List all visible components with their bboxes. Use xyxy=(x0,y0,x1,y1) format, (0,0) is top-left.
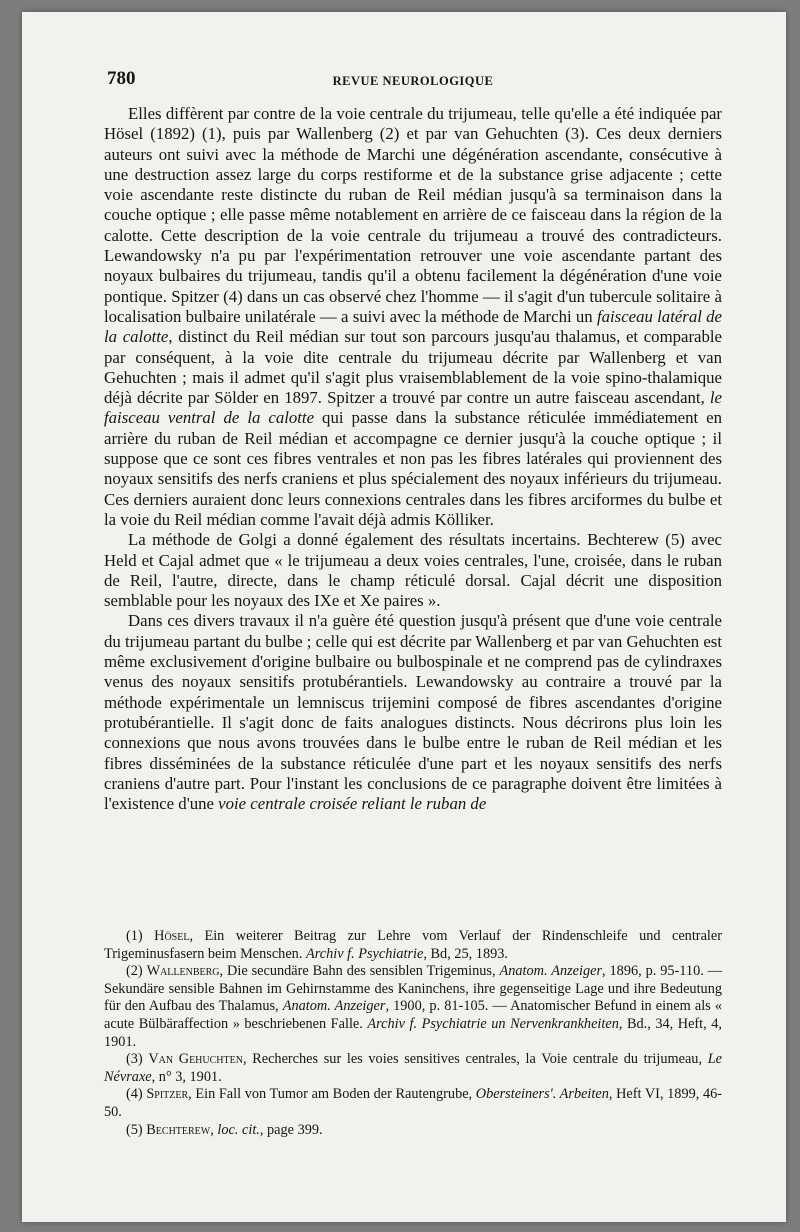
italic-text: Obersteiners'. Arbeiten xyxy=(475,1086,609,1103)
footnote xyxy=(104,928,722,963)
journal-page xyxy=(22,12,786,1222)
author-name: Van Gehuchten xyxy=(148,1051,243,1068)
italic-text: le faisceau ventral de la calotte xyxy=(104,388,722,428)
footnote xyxy=(104,963,722,1051)
text-run: qui passe dans la substance réticulée immédiatement en arrière du ruban de Reil médian et accompagne ce dernier jusqu'à la couche optique ; il suppose que ce sont ces fibres ventrales et non pas les fibres latérales qui proviennent des noyaux sensitifs des nerfs craniens et plus spécialement des noyaux inférieurs du trijumeau. Ces derniers auraient donc leurs connexions centrales dans les fibres arciformes du bulbe et la voie du Reil médian comme l'avait déjà admis Kölliker. xyxy=(104,408,722,529)
text-run: (4) xyxy=(126,1086,147,1103)
text-run: , 1900, p. 81-105. — Anatomischer Befund in einem als « acute Bülbäraffection » beschriebenen Falle. xyxy=(104,998,722,1032)
paragraph xyxy=(104,611,722,814)
main-text xyxy=(104,104,722,814)
text-run: (5) xyxy=(126,1121,147,1138)
author-name: Spitzer xyxy=(146,1086,189,1103)
text-run: , Heft VI, 1899, 46-50. xyxy=(104,1086,723,1120)
text-run: , Bd., 34, Heft, 4, 1901. xyxy=(104,1015,722,1050)
author-name: Hösel xyxy=(154,928,190,944)
text-run: (3) xyxy=(126,1051,149,1068)
text-run: , n° 3, 1901. xyxy=(151,1068,222,1085)
text-run: , xyxy=(210,1121,218,1138)
italic-text: Archiv f. Psychiatrie un Nervenkrankheiten xyxy=(367,1015,619,1032)
text-run: , Recherches sur les voies sensitives centrales, la Voie centrale du trijumeau, xyxy=(242,1051,708,1068)
text-run: Elles diffèrent par contre de la voie centrale du trijumeau, telle qu'elle a été indiquée par Hösel (1892) (1), puis par Wallenberg (2) et par van Gehuchten (3). Ces deux derniers auteurs ont suivi avec la méthode de Marchi une dégénération ascendante, consécutive à une destruction assez large du corps restiforme et de la substance grise adjacente ; cette voie ascendante reste distincte du ruban de Reil médian jusqu'à sa terminaison dans la couche optique ; elle passe même notablement en arrière de ce faisceau dans la région de la calotte. Cette description de la voie centrale du trijumeau a trouvé des contradicteurs. Lewandowsky n'a pu par l'expérimentation retrouver une voie ascendante partant des noyaux bulbaires du trijumeau, tandis qu'il a obtenu facilement la dégénération d'une voie pontique. Spitzer (4) dans un cas observé chez l'homme — il s'agit d'un tubercule solitaire à localisation bulbaire unilatérale — a suivi avec la méthode de Marchi un xyxy=(104,104,722,326)
text-run: , Die secundäre Bahn des sensiblen Trigeminus, xyxy=(219,963,500,980)
text-run: (1) xyxy=(126,928,155,944)
italic-text: Archiv f. Psychiatrie xyxy=(305,945,424,962)
italic-text: Le Névraxe xyxy=(104,1051,722,1085)
text-run: , Ein Fall von Tumor am Boden der Rautengrube, xyxy=(188,1086,476,1103)
text-run: , distinct du Reil médian sur tout son parcours jusqu'au thalamus, et comparable par conséquent, à la voie dite centrale du trijumeau décrite par Wallenberg et van Gehuchten ; mais il admet qu'il s'agit plus vraisemblablement de la voie spino-thalamique déjà décrite par Sölder en 1897. Spitzer a trouvé par contre un autre faisceau ascendant, xyxy=(104,327,722,408)
text-run: La méthode de Golgi a donné également des résultats incertains. Bechterew (5) avec Held et Cajal admet que « le trijumeau a deux voies centrales, l'une, croisée, dans le ruban de Reil, l'autre, directe, dans le champ réticulé dorsal. Cajal décrit une disposition semblable pour les noyaux des IXe et Xe paires ». xyxy=(104,530,722,611)
footnote xyxy=(104,1051,722,1086)
footnote xyxy=(104,1086,722,1121)
text-run: , page 399. xyxy=(259,1121,323,1138)
italic-text: voie centrale croisée reliant le ruban de xyxy=(218,794,487,814)
italic-text: faisceau latéral de la calotte xyxy=(104,306,722,347)
running-title: REVUE NEUROLOGIQUE xyxy=(332,74,494,88)
footnotes xyxy=(104,928,722,1139)
footnote xyxy=(104,1122,722,1140)
italic-text: Anatom. Anzeiger xyxy=(282,998,386,1015)
paragraph xyxy=(104,530,722,611)
text-run: , Bd, 25, 1893. xyxy=(423,945,508,962)
text-run: , Ein weiterer Beitrag zur Lehre vom Verlauf der Rindenschleife und centraler Trigeminusfasern beim Menschen. xyxy=(104,928,722,962)
text-run: , 1896, p. 95-110. — Sekundäre sensible Bahnen im Gehirnstamme des Kaninchens, ihre gegenseitige Lage und ihre Bedeutung für den Aufbau des Thalamus, xyxy=(104,963,723,1015)
italic-text: loc. cit. xyxy=(217,1121,260,1138)
page-number: 780 xyxy=(107,68,136,89)
author-name: Bechterew xyxy=(146,1121,211,1138)
author-name: Wallenberg xyxy=(146,963,220,980)
paragraph xyxy=(104,104,722,530)
page-header xyxy=(107,68,719,98)
italic-text: Anatom. Anzeiger xyxy=(499,963,603,980)
text-run: Dans ces divers travaux il n'a guère été question jusqu'à présent que d'une voie centrale du trijumeau partant du bulbe ; celle qui est décrite par Wallenberg et par van Gehuchten est même exclusivement d'origine bulbaire ou bulbospinale et ne comprend pas de cylindraxes venus des noyaux sensitifs protubérantiels. Lewandowsky au contraire a trouvé par la méthode expérimentale un lemniscus trijemini composé de fibres ascendantes d'origine protubérantielle. Il s'agit donc de faits analogues distincts. Nous décrirons plus loin les connexions que nous avons trouvées dans le bulbe entre le ruban de Reil médian et les fibres disséminées de la substance réticulée d'une part et les noyaux sensitifs des nerfs craniens d'autre part. Pour l'instant les conclusions de ce paragraphe doivent être limitées à l'existence d'une xyxy=(104,611,722,814)
text-run: (2) xyxy=(126,963,147,980)
